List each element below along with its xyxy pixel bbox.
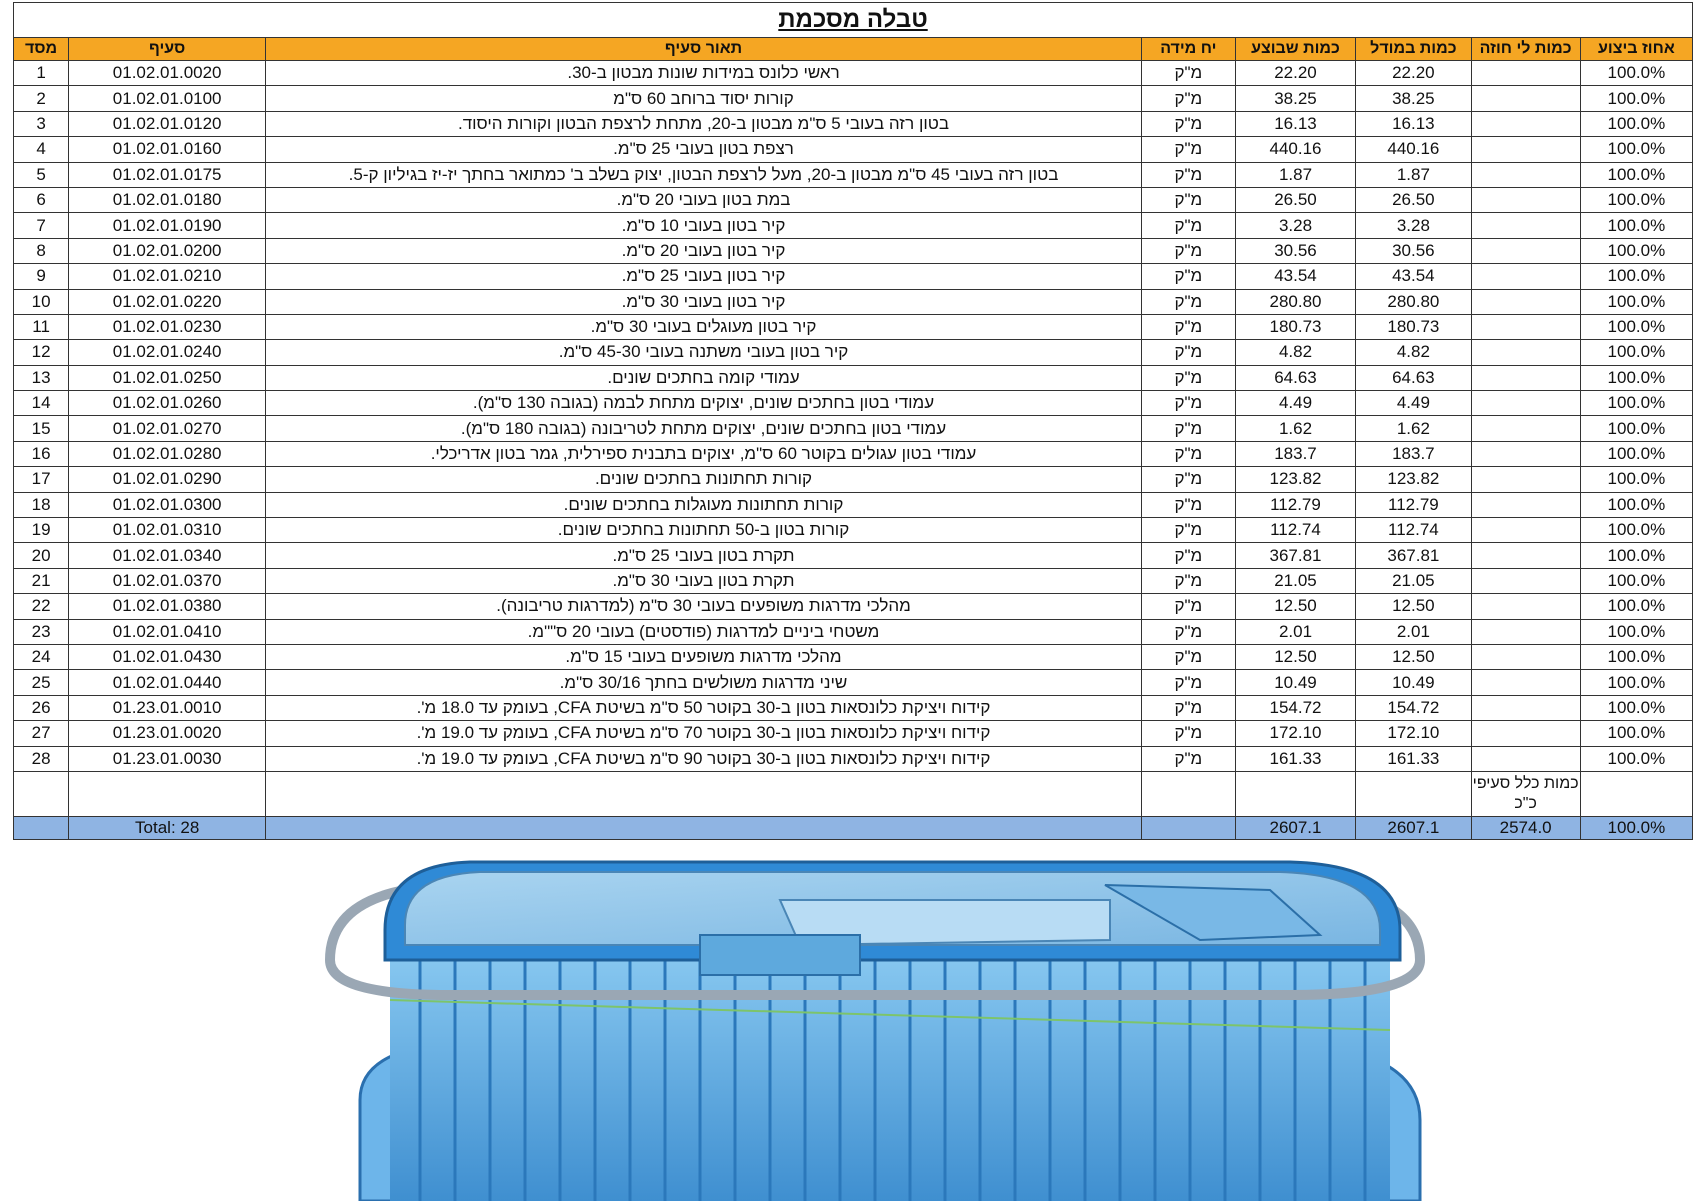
- total-contract: 2574.0: [1471, 816, 1580, 839]
- table-row: [14, 213, 1693, 238]
- cell-description: קידוח ויציקת כלונסאות בטון ב-30 בקוטר 50 ס"מ בשיטת CFA, בעומק עד 18.0 מ'.: [266, 695, 1142, 720]
- cell-model: 4.82: [1356, 340, 1471, 365]
- header-unit: יח מידה: [1141, 38, 1235, 61]
- header-seq: מסד: [14, 38, 69, 61]
- cell-description: קיר בטון בעובי משתנה בעובי 45-30 ס"מ.: [266, 340, 1142, 365]
- cell-seq: 10: [14, 289, 69, 314]
- cell-description: עמודי בטון בחתכים שונים, יצוקים מתחת לטריבונה (בגובה 180 ס"מ).: [266, 416, 1142, 441]
- cell-exec: 1.87: [1235, 162, 1355, 187]
- cell-pct: 100.0%: [1580, 644, 1692, 669]
- cell-contract: [1471, 61, 1580, 86]
- cell-exec: 1.62: [1235, 416, 1355, 441]
- title-row: [13, 2, 1693, 37]
- cell-pct: 100.0%: [1580, 340, 1692, 365]
- cell-model: 1.87: [1356, 162, 1471, 187]
- cell-model: 10.49: [1356, 670, 1471, 695]
- cell-description: רצפת בטון בעובי 25 ס"מ.: [266, 137, 1142, 162]
- cell-pct: 100.0%: [1580, 416, 1692, 441]
- note-empty: [266, 771, 1142, 816]
- cell-pct: 100.0%: [1580, 213, 1692, 238]
- cell-contract: [1471, 213, 1580, 238]
- cell-description: בטון רזה בעובי 5 ס"מ מבטון ב-20, מתחת לרצפת הבטון וקורות היסוד.: [266, 111, 1142, 136]
- cell-description: ראשי כלונס במידות שונות מבטון ב-30.: [266, 61, 1142, 86]
- cell-section: 01.02.01.0180: [69, 187, 266, 212]
- cell-contract: [1471, 594, 1580, 619]
- building-model-image: [0, 830, 1697, 1201]
- cell-pct: 100.0%: [1580, 594, 1692, 619]
- cell-contract: [1471, 162, 1580, 187]
- cell-exec: 4.49: [1235, 391, 1355, 416]
- cell-seq: 22: [14, 594, 69, 619]
- cell-model: 16.13: [1356, 111, 1471, 136]
- cell-unit: מ"ק: [1141, 314, 1235, 339]
- table-row: [14, 162, 1693, 187]
- cell-unit: מ"ק: [1141, 162, 1235, 187]
- cell-section: 01.02.01.0020: [69, 61, 266, 86]
- cell-section: 01.02.01.0410: [69, 619, 266, 644]
- cell-unit: מ"ק: [1141, 441, 1235, 466]
- cell-contract: [1471, 568, 1580, 593]
- cell-model: 43.54: [1356, 264, 1471, 289]
- cell-pct: 100.0%: [1580, 264, 1692, 289]
- cell-seq: 21: [14, 568, 69, 593]
- cell-unit: מ"ק: [1141, 518, 1235, 543]
- cell-exec: 10.49: [1235, 670, 1355, 695]
- note-row: [14, 771, 1693, 816]
- table-row: [14, 467, 1693, 492]
- cell-description: קורות תחתונות מעוגלות בחתכים שונים.: [266, 492, 1142, 517]
- cell-contract: [1471, 695, 1580, 720]
- cell-description: משטחי ביניים למדרגות (פודסטים) בעובי 20 ס""מ.: [266, 619, 1142, 644]
- cell-model: 30.56: [1356, 238, 1471, 263]
- cell-model: 123.82: [1356, 467, 1471, 492]
- cell-section: 01.02.01.0175: [69, 162, 266, 187]
- cell-description: קידוח ויציקת כלונסאות בטון ב-30 בקוטר 70 ס"מ בשיטת CFA, בעומק עד 19.0 מ'.: [266, 721, 1142, 746]
- table-row: [14, 644, 1693, 669]
- cell-exec: 112.79: [1235, 492, 1355, 517]
- cell-seq: 2: [14, 86, 69, 111]
- cell-description: שיני מדרגות משולשים בחתך 30/16 ס"מ.: [266, 670, 1142, 695]
- cell-unit: מ"ק: [1141, 467, 1235, 492]
- cell-exec: 16.13: [1235, 111, 1355, 136]
- cell-pct: 100.0%: [1580, 670, 1692, 695]
- table-row: [14, 314, 1693, 339]
- note-empty: [1356, 771, 1471, 816]
- cell-exec: 38.25: [1235, 86, 1355, 111]
- cell-description: קורות בטון ב-50 תחתונות בחתכים שונים.: [266, 518, 1142, 543]
- cell-exec: 172.10: [1235, 721, 1355, 746]
- cell-unit: מ"ק: [1141, 264, 1235, 289]
- cell-model: 38.25: [1356, 86, 1471, 111]
- header-qty-model: כמות במודל: [1356, 38, 1471, 61]
- cell-section: 01.02.01.0340: [69, 543, 266, 568]
- header-qty-contract: כמות לי חוזה: [1471, 38, 1580, 61]
- cell-section: 01.23.01.0010: [69, 695, 266, 720]
- cell-pct: 100.0%: [1580, 695, 1692, 720]
- cell-contract: [1471, 746, 1580, 771]
- cell-contract: [1471, 670, 1580, 695]
- table-row: [14, 289, 1693, 314]
- cell-unit: מ"ק: [1141, 187, 1235, 212]
- total-pct: 100.0%: [1580, 816, 1692, 839]
- cell-contract: [1471, 111, 1580, 136]
- cell-seq: 25: [14, 670, 69, 695]
- cell-section: 01.02.01.0120: [69, 111, 266, 136]
- cell-pct: 100.0%: [1580, 238, 1692, 263]
- cell-seq: 19: [14, 518, 69, 543]
- header-section: סעיף: [69, 38, 266, 61]
- cell-section: 01.02.01.0370: [69, 568, 266, 593]
- cell-pct: 100.0%: [1580, 162, 1692, 187]
- cell-pct: 100.0%: [1580, 568, 1692, 593]
- table-body: [14, 61, 1693, 772]
- cell-section: 01.02.01.0380: [69, 594, 266, 619]
- cell-contract: [1471, 441, 1580, 466]
- note-empty: [1141, 771, 1235, 816]
- cell-model: 367.81: [1356, 543, 1471, 568]
- table-row: [14, 568, 1693, 593]
- cell-description: קיר בטון מעוגלים בעובי 30 ס"מ.: [266, 314, 1142, 339]
- cell-section: 01.02.01.0430: [69, 644, 266, 669]
- cell-exec: 183.7: [1235, 441, 1355, 466]
- cell-unit: מ"ק: [1141, 213, 1235, 238]
- cell-contract: [1471, 264, 1580, 289]
- cell-exec: 4.82: [1235, 340, 1355, 365]
- cell-description: קידוח ויציקת כלונסאות בטון ב-30 בקוטר 90 ס"מ בשיטת CFA, בעומק עד 19.0 מ'.: [266, 746, 1142, 771]
- cell-contract: [1471, 467, 1580, 492]
- cell-model: 21.05: [1356, 568, 1471, 593]
- cell-unit: מ"ק: [1141, 137, 1235, 162]
- cell-exec: 22.20: [1235, 61, 1355, 86]
- cell-contract: [1471, 86, 1580, 111]
- cell-contract: [1471, 137, 1580, 162]
- cell-seq: 27: [14, 721, 69, 746]
- table-row: [14, 86, 1693, 111]
- cell-section: 01.02.01.0250: [69, 365, 266, 390]
- cell-model: 12.50: [1356, 644, 1471, 669]
- cell-description: עמודי בטון בחתכים שונים, יצוקים מתחת לבמה (בגובה 130 ס"מ).: [266, 391, 1142, 416]
- cell-seq: 4: [14, 137, 69, 162]
- cell-pct: 100.0%: [1580, 365, 1692, 390]
- cell-description: עמודי בטון עגולים בקוטר 60 ס"מ, יצוקים בתבנית ספירלית, גמר בטון אדריכלי.: [266, 441, 1142, 466]
- cell-unit: מ"ק: [1141, 111, 1235, 136]
- page-title: טבלה מסכמת: [778, 6, 928, 33]
- cell-exec: 12.50: [1235, 644, 1355, 669]
- cell-seq: 3: [14, 111, 69, 136]
- cell-pct: 100.0%: [1580, 137, 1692, 162]
- cell-section: 01.02.01.0300: [69, 492, 266, 517]
- cell-contract: [1471, 644, 1580, 669]
- cell-exec: 112.74: [1235, 518, 1355, 543]
- cell-section: 01.02.01.0260: [69, 391, 266, 416]
- cell-exec: 3.28: [1235, 213, 1355, 238]
- table-row: [14, 416, 1693, 441]
- table-row: [14, 137, 1693, 162]
- cell-contract: [1471, 314, 1580, 339]
- cell-description: קורות תחתונות בחתכים שונים.: [266, 467, 1142, 492]
- cell-pct: 100.0%: [1580, 441, 1692, 466]
- cell-contract: [1471, 238, 1580, 263]
- cell-seq: 12: [14, 340, 69, 365]
- cell-model: 1.62: [1356, 416, 1471, 441]
- cell-model: 4.49: [1356, 391, 1471, 416]
- total-exec: 2607.1: [1235, 816, 1355, 839]
- cell-section: 01.02.01.0160: [69, 137, 266, 162]
- cell-seq: 18: [14, 492, 69, 517]
- note-empty: [1235, 771, 1355, 816]
- cell-section: 01.02.01.0440: [69, 670, 266, 695]
- total-model: 2607.1: [1356, 816, 1471, 839]
- cell-section: 01.02.01.0210: [69, 264, 266, 289]
- cell-seq: 5: [14, 162, 69, 187]
- table-row: [14, 187, 1693, 212]
- cell-description: קיר בטון בעובי 25 ס"מ.: [266, 264, 1142, 289]
- note-empty-pct: [1580, 771, 1692, 816]
- cell-seq: 24: [14, 644, 69, 669]
- cell-exec: 154.72: [1235, 695, 1355, 720]
- cell-contract: [1471, 543, 1580, 568]
- cell-exec: 280.80: [1235, 289, 1355, 314]
- cell-model: 3.28: [1356, 213, 1471, 238]
- cell-unit: מ"ק: [1141, 61, 1235, 86]
- cell-model: 183.7: [1356, 441, 1471, 466]
- cell-pct: 100.0%: [1580, 492, 1692, 517]
- cell-section: 01.02.01.0200: [69, 238, 266, 263]
- cell-seq: 8: [14, 238, 69, 263]
- table-row: [14, 594, 1693, 619]
- cell-unit: מ"ק: [1141, 416, 1235, 441]
- cell-unit: מ"ק: [1141, 238, 1235, 263]
- cell-pct: 100.0%: [1580, 518, 1692, 543]
- cell-model: 161.33: [1356, 746, 1471, 771]
- cell-model: 154.72: [1356, 695, 1471, 720]
- summary-table: [13, 37, 1693, 840]
- cell-unit: מ"ק: [1141, 594, 1235, 619]
- cell-exec: 180.73: [1235, 314, 1355, 339]
- cell-unit: מ"ק: [1141, 746, 1235, 771]
- table-row: [14, 238, 1693, 263]
- cell-contract: [1471, 619, 1580, 644]
- table-row: [14, 721, 1693, 746]
- cell-model: 112.74: [1356, 518, 1471, 543]
- cell-seq: 23: [14, 619, 69, 644]
- cell-pct: 100.0%: [1580, 289, 1692, 314]
- cell-seq: 15: [14, 416, 69, 441]
- cell-description: קיר בטון בעובי 10 ס"מ.: [266, 213, 1142, 238]
- cell-contract: [1471, 365, 1580, 390]
- table-row: [14, 264, 1693, 289]
- cell-exec: 161.33: [1235, 746, 1355, 771]
- cell-contract: [1471, 518, 1580, 543]
- cell-exec: 2.01: [1235, 619, 1355, 644]
- cell-description: בטון רזה בעובי 45 ס"מ מבטון ב-20, מעל לרצפת הבטון, יצוק בשלב ב' כמתואר בחתך יז-יז בגיליון ק-5.: [266, 162, 1142, 187]
- table-row: [14, 61, 1693, 86]
- cell-unit: מ"ק: [1141, 695, 1235, 720]
- cell-exec: 12.50: [1235, 594, 1355, 619]
- table-row: [14, 492, 1693, 517]
- table-row: [14, 543, 1693, 568]
- table-row: [14, 441, 1693, 466]
- cell-section: 01.02.01.0240: [69, 340, 266, 365]
- cell-pct: 100.0%: [1580, 187, 1692, 212]
- cell-contract: [1471, 289, 1580, 314]
- cell-unit: מ"ק: [1141, 568, 1235, 593]
- table-row: [14, 340, 1693, 365]
- cell-description: עמודי קומה בחתכים שונים.: [266, 365, 1142, 390]
- header-qty-executed: כמות שבוצע: [1235, 38, 1355, 61]
- cell-section: 01.02.01.0290: [69, 467, 266, 492]
- cell-description: מהלכי מדרגות משופעים בעובי 15 ס"מ.: [266, 644, 1142, 669]
- cell-contract: [1471, 187, 1580, 212]
- table-row: [14, 695, 1693, 720]
- table-row: [14, 518, 1693, 543]
- cell-section: 01.23.01.0020: [69, 721, 266, 746]
- cell-contract: [1471, 340, 1580, 365]
- cell-section: 01.02.01.0270: [69, 416, 266, 441]
- cell-model: 22.20: [1356, 61, 1471, 86]
- header-description: תאור סעיף: [266, 38, 1142, 61]
- cell-exec: 30.56: [1235, 238, 1355, 263]
- cell-section: 01.02.01.0230: [69, 314, 266, 339]
- cell-seq: 14: [14, 391, 69, 416]
- cell-seq: 28: [14, 746, 69, 771]
- cell-pct: 100.0%: [1580, 619, 1692, 644]
- header-pct-executed: אחוז ביצוע: [1580, 38, 1692, 61]
- cell-contract: [1471, 721, 1580, 746]
- cell-contract: [1471, 416, 1580, 441]
- cell-model: 112.79: [1356, 492, 1471, 517]
- cell-unit: מ"ק: [1141, 365, 1235, 390]
- cell-pct: 100.0%: [1580, 61, 1692, 86]
- cell-description: מהלכי מדרגות משופעים בעובי 30 ס"מ (למדרגות טריבונה).: [266, 594, 1142, 619]
- cell-contract: [1471, 391, 1580, 416]
- cell-unit: מ"ק: [1141, 391, 1235, 416]
- cell-section: 01.02.01.0280: [69, 441, 266, 466]
- cell-model: 2.01: [1356, 619, 1471, 644]
- cell-model: 64.63: [1356, 365, 1471, 390]
- cell-seq: 20: [14, 543, 69, 568]
- table-row: [14, 670, 1693, 695]
- cell-description: תקרת בטון בעובי 25 ס"מ.: [266, 543, 1142, 568]
- cell-description: קיר בטון בעובי 20 ס"מ.: [266, 238, 1142, 263]
- cell-seq: 1: [14, 61, 69, 86]
- cell-section: 01.02.01.0220: [69, 289, 266, 314]
- building-3d-model-icon: [0, 830, 1697, 1201]
- table-row: [14, 111, 1693, 136]
- cell-seq: 13: [14, 365, 69, 390]
- cell-model: 26.50: [1356, 187, 1471, 212]
- cell-unit: מ"ק: [1141, 644, 1235, 669]
- cell-exec: 64.63: [1235, 365, 1355, 390]
- cell-section: 01.02.01.0100: [69, 86, 266, 111]
- note-empty: [14, 771, 69, 816]
- cell-unit: מ"ק: [1141, 670, 1235, 695]
- cell-unit: מ"ק: [1141, 340, 1235, 365]
- cell-exec: 440.16: [1235, 137, 1355, 162]
- cell-model: 280.80: [1356, 289, 1471, 314]
- cell-seq: 26: [14, 695, 69, 720]
- cell-seq: 17: [14, 467, 69, 492]
- cell-pct: 100.0%: [1580, 721, 1692, 746]
- table-row: [14, 746, 1693, 771]
- cell-seq: 11: [14, 314, 69, 339]
- cell-pct: 100.0%: [1580, 391, 1692, 416]
- cell-pct: 100.0%: [1580, 86, 1692, 111]
- summary-sheet: [13, 2, 1693, 840]
- cell-section: 01.02.01.0190: [69, 213, 266, 238]
- table-row: [14, 619, 1693, 644]
- cell-unit: מ"ק: [1141, 492, 1235, 517]
- note-contract-label: כמות כלל סעיפי כ"כ: [1471, 771, 1580, 816]
- cell-section: 01.23.01.0030: [69, 746, 266, 771]
- table-row: [14, 365, 1693, 390]
- cell-unit: מ"ק: [1141, 289, 1235, 314]
- cell-description: תקרת בטון בעובי 30 ס"מ.: [266, 568, 1142, 593]
- cell-exec: 26.50: [1235, 187, 1355, 212]
- cell-model: 172.10: [1356, 721, 1471, 746]
- cell-unit: מ"ק: [1141, 543, 1235, 568]
- cell-model: 440.16: [1356, 137, 1471, 162]
- cell-unit: מ"ק: [1141, 619, 1235, 644]
- cell-exec: 43.54: [1235, 264, 1355, 289]
- cell-exec: 367.81: [1235, 543, 1355, 568]
- cell-seq: 16: [14, 441, 69, 466]
- cell-pct: 100.0%: [1580, 314, 1692, 339]
- cell-description: קיר בטון בעובי 30 ס"מ.: [266, 289, 1142, 314]
- cell-unit: מ"ק: [1141, 721, 1235, 746]
- cell-seq: 7: [14, 213, 69, 238]
- cell-section: 01.02.01.0310: [69, 518, 266, 543]
- cell-description: במת בטון בעובי 20 ס"מ.: [266, 187, 1142, 212]
- total-label: Total: 28: [69, 816, 266, 839]
- cell-pct: 100.0%: [1580, 543, 1692, 568]
- cell-model: 12.50: [1356, 594, 1471, 619]
- cell-model: 180.73: [1356, 314, 1471, 339]
- cell-pct: 100.0%: [1580, 467, 1692, 492]
- table-row: [14, 391, 1693, 416]
- cell-seq: 9: [14, 264, 69, 289]
- cell-exec: 123.82: [1235, 467, 1355, 492]
- header-row: [14, 38, 1693, 61]
- cell-pct: 100.0%: [1580, 111, 1692, 136]
- cell-seq: 6: [14, 187, 69, 212]
- cell-description: קורות יסוד ברוחב 60 ס"מ: [266, 86, 1142, 111]
- cell-unit: מ"ק: [1141, 86, 1235, 111]
- note-empty: [69, 771, 266, 816]
- cell-contract: [1471, 492, 1580, 517]
- cell-exec: 21.05: [1235, 568, 1355, 593]
- cell-pct: 100.0%: [1580, 746, 1692, 771]
